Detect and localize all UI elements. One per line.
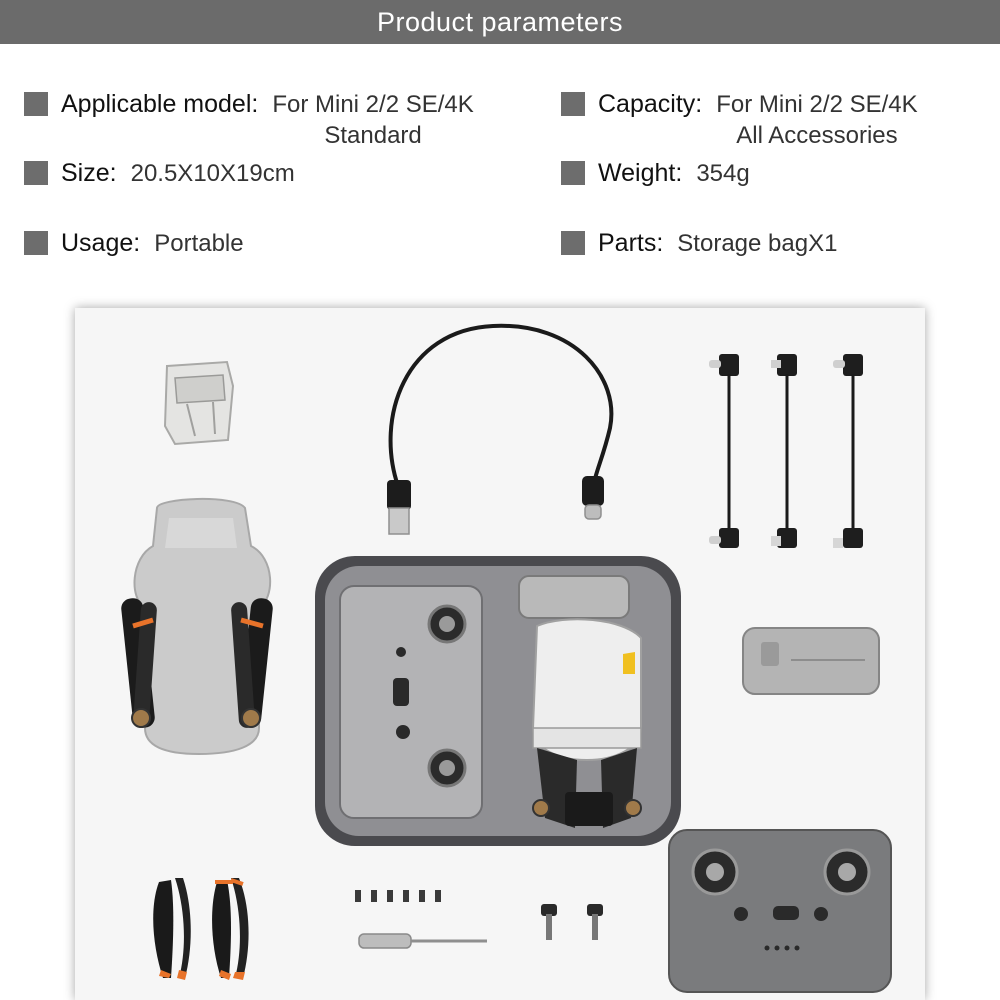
- param-value: 354g: [696, 160, 750, 187]
- remote-controller: [669, 830, 891, 992]
- param-value: For Mini 2/2 SE/4K Standard: [272, 91, 474, 149]
- param-value: 20.5X10X19cm: [130, 160, 295, 187]
- bullet-square-icon: [24, 92, 48, 116]
- bullet-square-icon: [24, 231, 48, 255]
- param-value: Storage bagX1: [677, 230, 838, 257]
- battery: [743, 628, 879, 694]
- param-label: Capacity:: [598, 90, 703, 118]
- param-parts: [561, 229, 837, 259]
- param-label: Usage:: [61, 229, 141, 257]
- param-value: Portable: [154, 230, 244, 257]
- param-value: For Mini 2/2 SE/4K All Accessories: [716, 91, 918, 149]
- storage-case: [315, 556, 681, 846]
- param-weight: [561, 159, 750, 189]
- product-photo: [75, 308, 925, 1000]
- bullet-square-icon: [24, 161, 48, 185]
- param-label: Size:: [61, 159, 117, 187]
- bullet-square-icon: [561, 231, 585, 255]
- param-label: Parts:: [598, 229, 664, 257]
- param-usage: [24, 229, 244, 259]
- header-bar: [0, 0, 1000, 44]
- param-capacity: [561, 90, 918, 151]
- bullet-square-icon: [561, 92, 585, 116]
- gimbal-protector: [165, 362, 233, 444]
- page-title: Product parameters: [376, 6, 624, 37]
- param-label: Applicable model:: [61, 90, 259, 118]
- param-applicable-model: [24, 90, 474, 151]
- param-size: [24, 159, 295, 189]
- param-label: Weight:: [598, 159, 683, 187]
- bullet-square-icon: [561, 161, 585, 185]
